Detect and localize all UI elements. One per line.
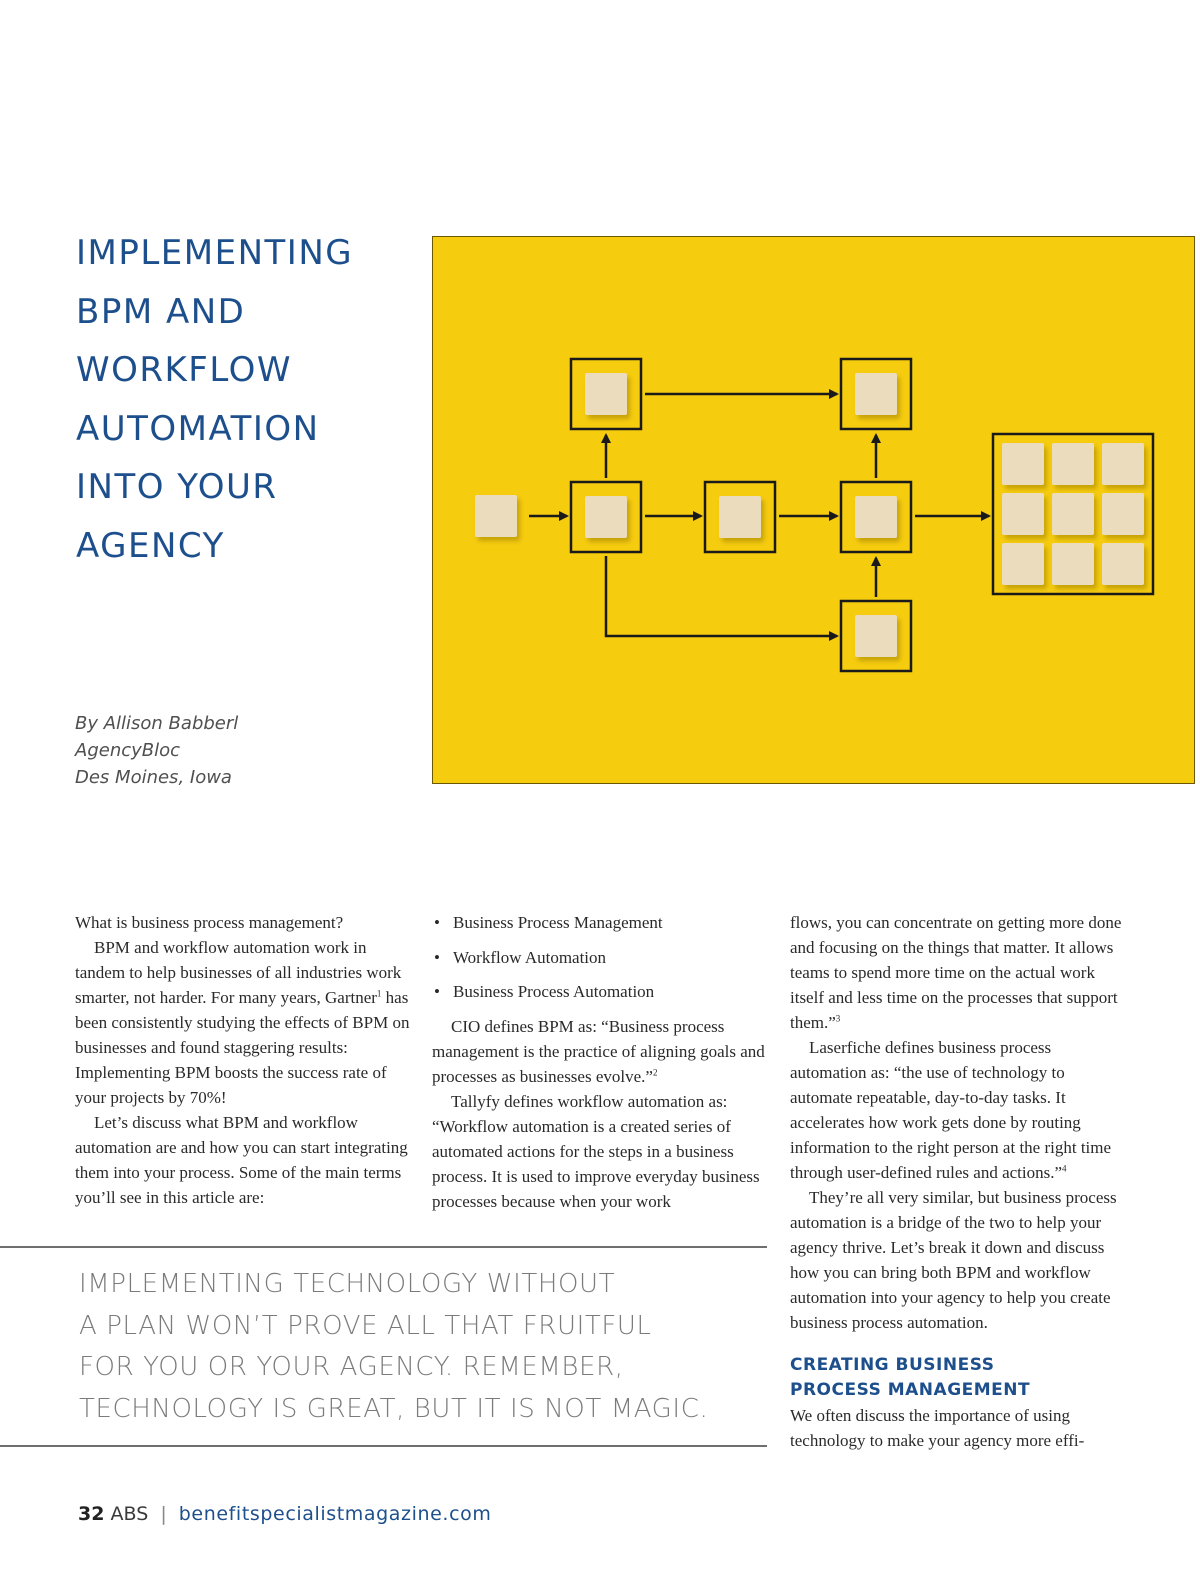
list-item: • Business Process Management <box>434 913 663 932</box>
title-line: INTO YOUR <box>76 467 278 507</box>
footer-separator: | <box>160 1503 167 1525</box>
workflow-diagram-image <box>433 237 1194 783</box>
paragraph: What is business process management? <box>75 913 344 932</box>
footnote-ref: 3 <box>835 1013 841 1024</box>
pull-quote-line: TECHNOLOGY IS GREAT, BUT IT IS NOT MAGIC. <box>79 1393 709 1424</box>
pull-quote-line: A PLAN WON’T PROVE ALL THAT FRUITFUL <box>79 1310 652 1341</box>
byline-company: AgencyBloc <box>75 740 181 761</box>
terms-list <box>432 910 767 1004</box>
paragraph: Tallyfy defines workflow automation as: “Workflow automation is a created series of automated actions for the steps in a business process. It is used to improve everyday business processes because when your work <box>432 1091 760 1211</box>
paragraph: flows, you can concentrate on getting more done and focusing on the things that matter. It allows teams to spend more time on the actual work itself and less time on the processes that support them.”$^3$ <box>790 913 1122 1032</box>
footnote-ref: 2 <box>652 1066 658 1077</box>
paragraph: They’re all very similar, but business process automation is a bridge of the two to help your agency thrive. Let’s break it down and discuss how you can bring both BPM and workflow automation into your agency to help you create business process automation. <box>790 1188 1117 1332</box>
page-number: 32 <box>78 1503 105 1525</box>
pull-quote-top-rule <box>0 1246 767 1248</box>
body-column-2 <box>432 910 767 1214</box>
body-column-3 <box>790 910 1130 1453</box>
body-column-1 <box>75 910 410 1210</box>
paragraph: BPM and workflow automation work in tandem to help businesses of all industries work smarter, not harder. For many years, Gartner$^1$ has been consistently studying the effects of BPM on businesses and found staggering results: Implementing BPM boosts the success rate of your projects by 70%! <box>75 938 410 1107</box>
section-heading: CREATING BUSINESS PROCESS MANAGEMENT <box>790 1355 1031 1400</box>
paragraph: Laserfiche defines business process automation as: “the use of technology to automate repeatable, day-to-day tasks. It accelerates how work gets done by routing information to the right person at the right time through user-defined rules and actions.”$^4$ <box>790 1038 1112 1182</box>
byline-location: Des Moines, Iowa <box>75 767 232 788</box>
list-item: • Workflow Automation <box>434 947 607 967</box>
footnote-ref: 4 <box>1062 1163 1067 1174</box>
title-line: AGENCY <box>76 525 225 566</box>
article-title <box>76 224 416 575</box>
title-line: BPM AND <box>76 291 246 332</box>
title-line: AUTOMATION <box>76 408 320 449</box>
paragraph: Let’s discuss what BPM and workflow automation are and how you can start integrating them into your process. Some of the main terms you’ll see in this article are: <box>75 1113 408 1207</box>
paragraph: We often discuss the importance of using technology to make your agency more effi- <box>790 1406 1085 1450</box>
byline-author: By Allison Babberl <box>75 713 239 734</box>
workflow-illustration <box>432 236 1195 784</box>
pull-quote-line: FOR YOU OR YOUR AGENCY. REMEMBER, <box>79 1352 624 1382</box>
publication-name: ABS <box>110 1503 149 1525</box>
pull-quote-bottom-rule <box>0 1445 767 1447</box>
page-footer <box>78 1503 491 1525</box>
paragraph: CIO defines BPM as: “Business process management is the practice of aligning goals and processes as businesses evolve.”$^2$ <box>432 1016 765 1086</box>
pull-quote-line: IMPLEMENTING TECHNOLOGY WITHOUT <box>79 1269 616 1299</box>
footnote-ref: 1 <box>376 988 382 999</box>
title-line: IMPLEMENTING <box>76 233 354 273</box>
pull-quote <box>79 1264 769 1430</box>
title-line: WORKFLOW <box>76 350 292 390</box>
list-item: • Business Process Automation <box>434 982 655 1001</box>
byline <box>75 710 238 791</box>
website-link[interactable]: benefitspecialistmagazine.com <box>178 1503 492 1525</box>
